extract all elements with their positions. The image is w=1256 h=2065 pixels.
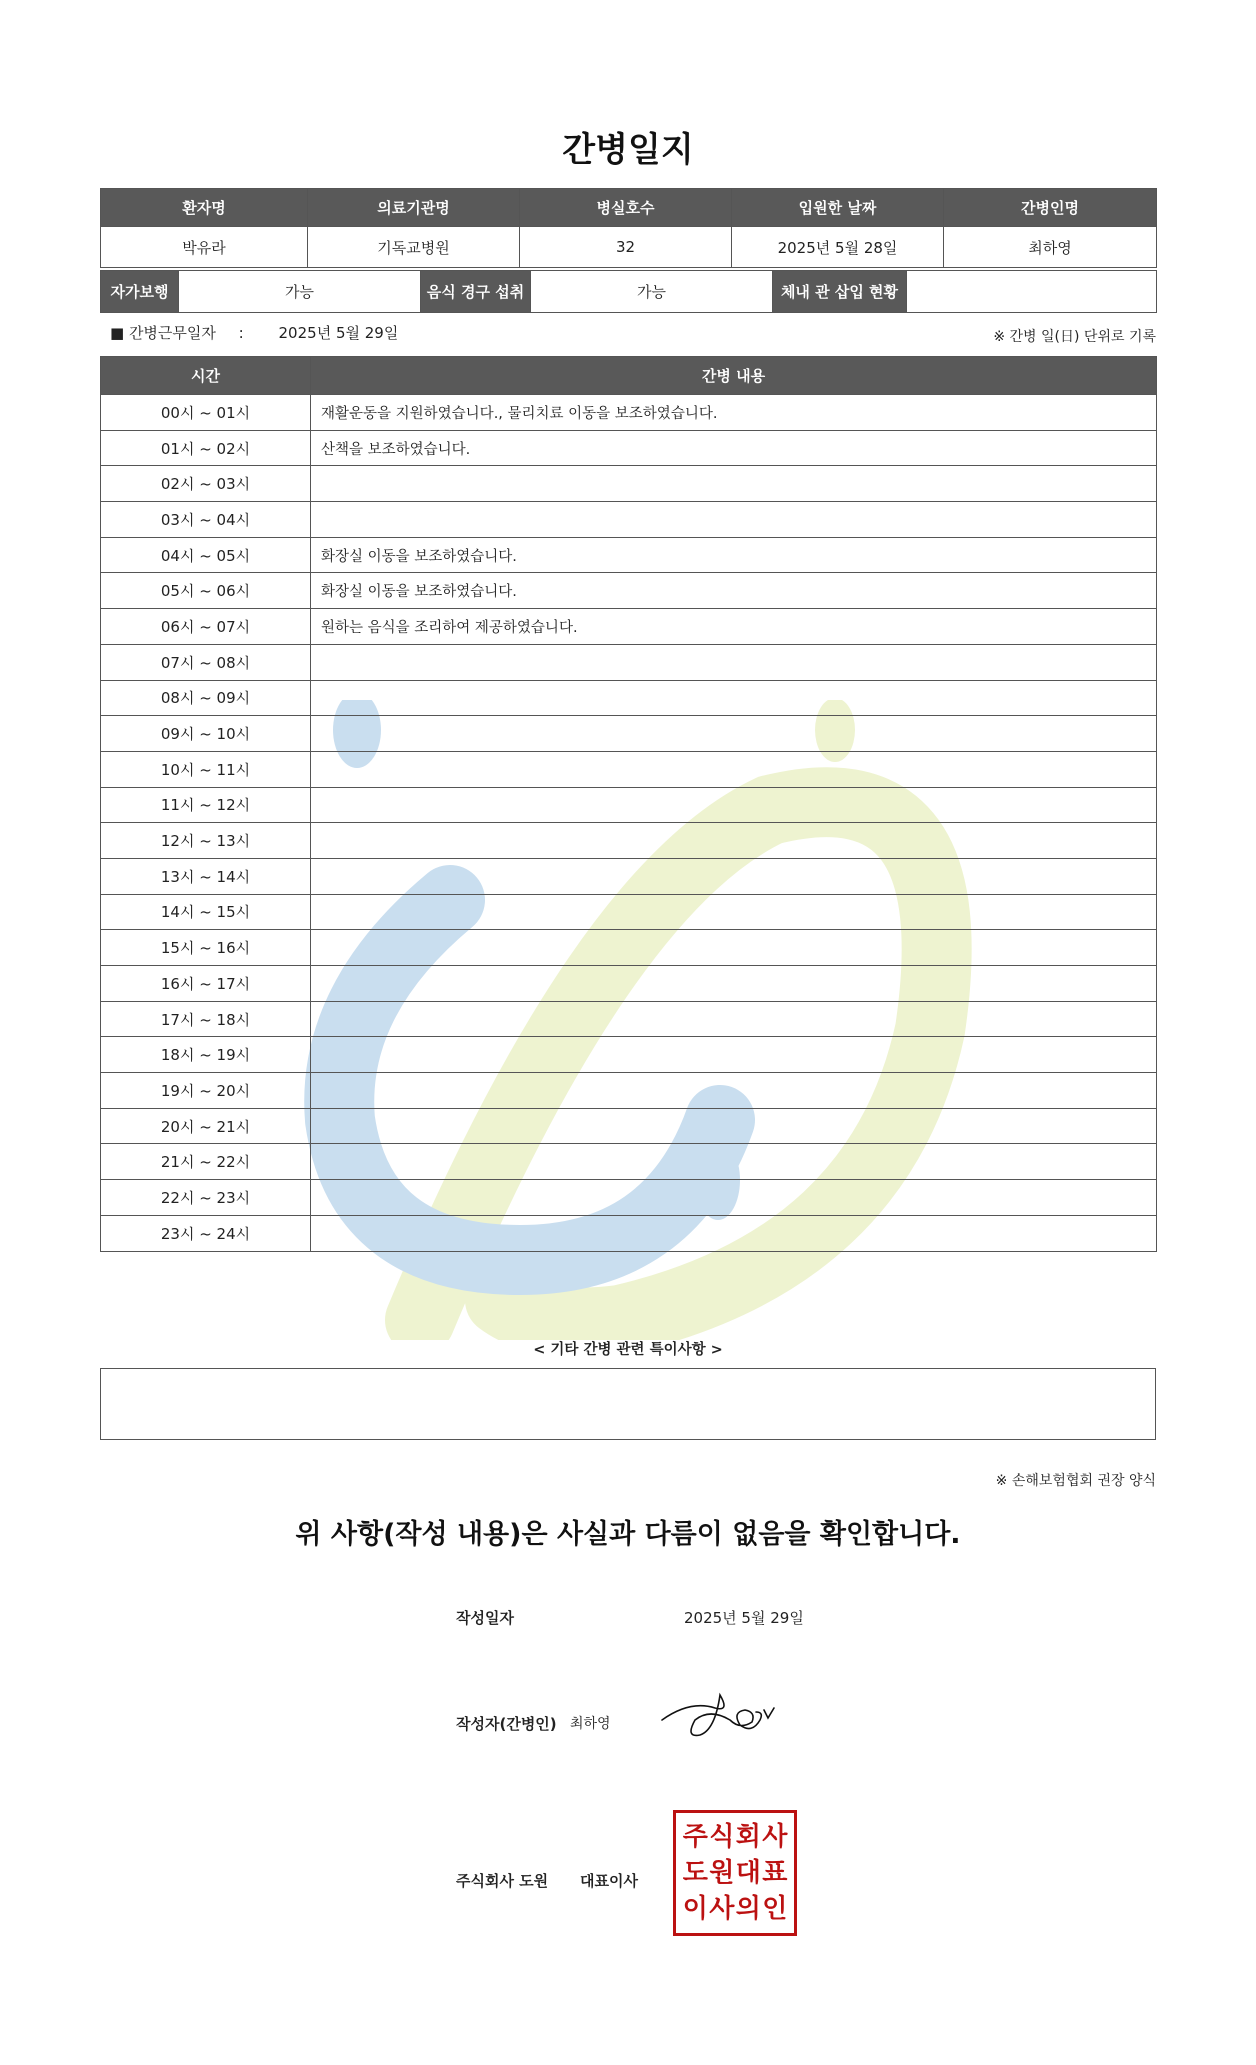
log-row xyxy=(101,1180,1157,1216)
log-content-cell xyxy=(311,466,1157,502)
log-content-cell xyxy=(311,716,1157,752)
caregiver-name: 최하영 xyxy=(944,227,1157,268)
care-log-table xyxy=(100,356,1157,1252)
log-row xyxy=(101,930,1157,966)
header-caregiver: 간병인명 xyxy=(944,189,1157,227)
log-time-cell: 18시 ~ 19시 xyxy=(101,1037,311,1073)
log-row xyxy=(101,502,1157,538)
log-time-cell: 05시 ~ 06시 xyxy=(101,573,311,609)
log-time-cell: 14시 ~ 15시 xyxy=(101,894,311,930)
log-time-cell: 03시 ~ 04시 xyxy=(101,502,311,538)
log-row xyxy=(101,395,1157,431)
log-row xyxy=(101,680,1157,716)
log-content-cell xyxy=(311,823,1157,859)
seal-char: 사 xyxy=(762,1822,788,1852)
log-content-cell xyxy=(311,1215,1157,1251)
log-row xyxy=(101,1001,1157,1037)
walking-value: 가능 xyxy=(179,271,421,313)
duty-date-value: 2025년 5월 29일 xyxy=(278,324,399,342)
write-date-value: 2025년 5월 29일 xyxy=(684,1609,804,1627)
log-time-cell: 09시 ~ 10시 xyxy=(101,716,311,752)
log-time-cell: 15시 ~ 16시 xyxy=(101,930,311,966)
company-seal xyxy=(673,1810,797,1936)
company-label: 주식회사 도원 xyxy=(456,1872,549,1890)
log-row xyxy=(101,858,1157,894)
log-content-cell xyxy=(311,502,1157,538)
log-time-cell: 06시 ~ 07시 xyxy=(101,609,311,645)
log-time-cell: 16시 ~ 17시 xyxy=(101,966,311,1002)
patient-name: 박유라 xyxy=(101,227,308,268)
log-content-cell xyxy=(311,644,1157,680)
header-admission-date: 입원한 날짜 xyxy=(732,189,944,227)
info-header-row xyxy=(101,189,1157,227)
seal-char: 주 xyxy=(682,1822,708,1852)
log-time-cell: 08시 ~ 09시 xyxy=(101,680,311,716)
duty-date-line xyxy=(110,322,398,343)
log-time-cell: 22시 ~ 23시 xyxy=(101,1180,311,1216)
info-value-row xyxy=(101,227,1157,268)
handwritten-signature xyxy=(660,1690,780,1740)
seal-char: 대 xyxy=(735,1858,761,1888)
log-content-cell xyxy=(311,1108,1157,1144)
log-time-cell: 00시 ~ 01시 xyxy=(101,395,311,431)
patient-status-table xyxy=(100,270,1157,313)
patient-info-table xyxy=(100,188,1157,268)
log-row xyxy=(101,1108,1157,1144)
writer-label: 작성자(간병인) xyxy=(456,1715,557,1733)
room-number: 32 xyxy=(520,227,732,268)
log-row xyxy=(101,787,1157,823)
log-content-cell: 재활운동을 지원하였습니다., 물리치료 이동을 보조하였습니다. xyxy=(311,395,1157,431)
write-date-label: 작성일자 xyxy=(456,1609,514,1627)
log-time-cell: 11시 ~ 12시 xyxy=(101,787,311,823)
log-content-cell xyxy=(311,930,1157,966)
log-time-cell: 04시 ~ 05시 xyxy=(101,537,311,573)
log-time-cell: 07시 ~ 08시 xyxy=(101,644,311,680)
tube-value xyxy=(907,271,1157,313)
log-content-cell: 화장실 이동을 보조하였습니다. xyxy=(311,537,1157,573)
log-time-cell: 13시 ~ 14시 xyxy=(101,858,311,894)
remarks-box xyxy=(100,1368,1156,1440)
seal-char: 회 xyxy=(735,1822,761,1852)
log-time-cell: 21시 ~ 22시 xyxy=(101,1144,311,1180)
log-content-cell xyxy=(311,966,1157,1002)
log-content-cell xyxy=(311,1001,1157,1037)
log-row xyxy=(101,1073,1157,1109)
seal-char: 원 xyxy=(709,1858,735,1888)
remarks-title: < 기타 간병 관련 특이사항 > xyxy=(533,1342,723,1358)
seal-char: 인 xyxy=(762,1894,788,1924)
admission-date: 2025년 5월 28일 xyxy=(732,227,944,268)
seal-char: 식 xyxy=(709,1822,735,1852)
hospital-name: 기독교병원 xyxy=(308,227,520,268)
log-content-cell xyxy=(311,1073,1157,1109)
log-row xyxy=(101,1215,1157,1251)
header-time: 시간 xyxy=(101,357,311,395)
log-content-cell xyxy=(311,680,1157,716)
form-note: ※ 손해보험협회 권장 양식 xyxy=(995,1473,1156,1489)
log-content-cell xyxy=(311,1180,1157,1216)
log-content-cell: 산책을 보조하였습니다. xyxy=(311,430,1157,466)
log-time-cell: 19시 ~ 20시 xyxy=(101,1073,311,1109)
log-row xyxy=(101,644,1157,680)
seal-characters xyxy=(682,1819,788,1927)
day-unit-note: ※ 간병 일(日) 단위로 기록 xyxy=(993,329,1156,345)
log-row xyxy=(101,751,1157,787)
log-time-cell: 20시 ~ 21시 xyxy=(101,1108,311,1144)
log-row xyxy=(101,716,1157,752)
header-room: 병실호수 xyxy=(520,189,732,227)
log-header-row xyxy=(101,357,1157,395)
ceo-label: 대표이사 xyxy=(580,1872,638,1890)
seal-char: 사 xyxy=(709,1894,735,1924)
log-content-cell: 화장실 이동을 보조하였습니다. xyxy=(311,573,1157,609)
log-row xyxy=(101,537,1157,573)
oral-intake-value: 가능 xyxy=(531,271,773,313)
log-row xyxy=(101,823,1157,859)
seal-char: 이 xyxy=(682,1894,708,1924)
confirmation-statement: 위 사항(작성 내용)은 사실과 다름이 없음을 확인합니다. xyxy=(295,1519,961,1550)
log-row xyxy=(101,573,1157,609)
log-time-cell: 17시 ~ 18시 xyxy=(101,1001,311,1037)
duty-date-colon: : xyxy=(238,324,244,342)
log-content-cell xyxy=(311,1037,1157,1073)
log-row xyxy=(101,430,1157,466)
log-content-cell xyxy=(311,1144,1157,1180)
log-content-cell xyxy=(311,894,1157,930)
walking-label: 자가보행 xyxy=(101,271,179,313)
status-row xyxy=(101,271,1157,313)
log-row xyxy=(101,1037,1157,1073)
seal-char: 도 xyxy=(682,1858,708,1888)
tube-label: 체내 관 삽입 현황 xyxy=(773,271,907,313)
header-hospital: 의료기관명 xyxy=(308,189,520,227)
log-content-cell xyxy=(311,858,1157,894)
log-row xyxy=(101,1144,1157,1180)
log-time-cell: 10시 ~ 11시 xyxy=(101,751,311,787)
log-time-cell: 12시 ~ 13시 xyxy=(101,823,311,859)
care-log-body xyxy=(101,395,1157,1252)
seal-char: 의 xyxy=(735,1894,761,1924)
log-row xyxy=(101,609,1157,645)
document-title: 간병일지 xyxy=(562,130,694,170)
seal-char: 표 xyxy=(762,1858,788,1888)
log-row xyxy=(101,466,1157,502)
duty-date-label: ■ 간병근무일자 xyxy=(110,324,216,342)
header-patient-name: 환자명 xyxy=(101,189,308,227)
log-content-cell xyxy=(311,787,1157,823)
log-row xyxy=(101,966,1157,1002)
log-time-cell: 01시 ~ 02시 xyxy=(101,430,311,466)
log-content-cell xyxy=(311,751,1157,787)
log-time-cell: 23시 ~ 24시 xyxy=(101,1215,311,1251)
log-row xyxy=(101,894,1157,930)
log-time-cell: 02시 ~ 03시 xyxy=(101,466,311,502)
log-content-cell: 원하는 음식을 조리하여 제공하였습니다. xyxy=(311,609,1157,645)
header-care-content: 간병 내용 xyxy=(311,357,1157,395)
oral-intake-label: 음식 경구 섭취 xyxy=(421,271,531,313)
writer-name: 최하영 xyxy=(570,1716,611,1732)
